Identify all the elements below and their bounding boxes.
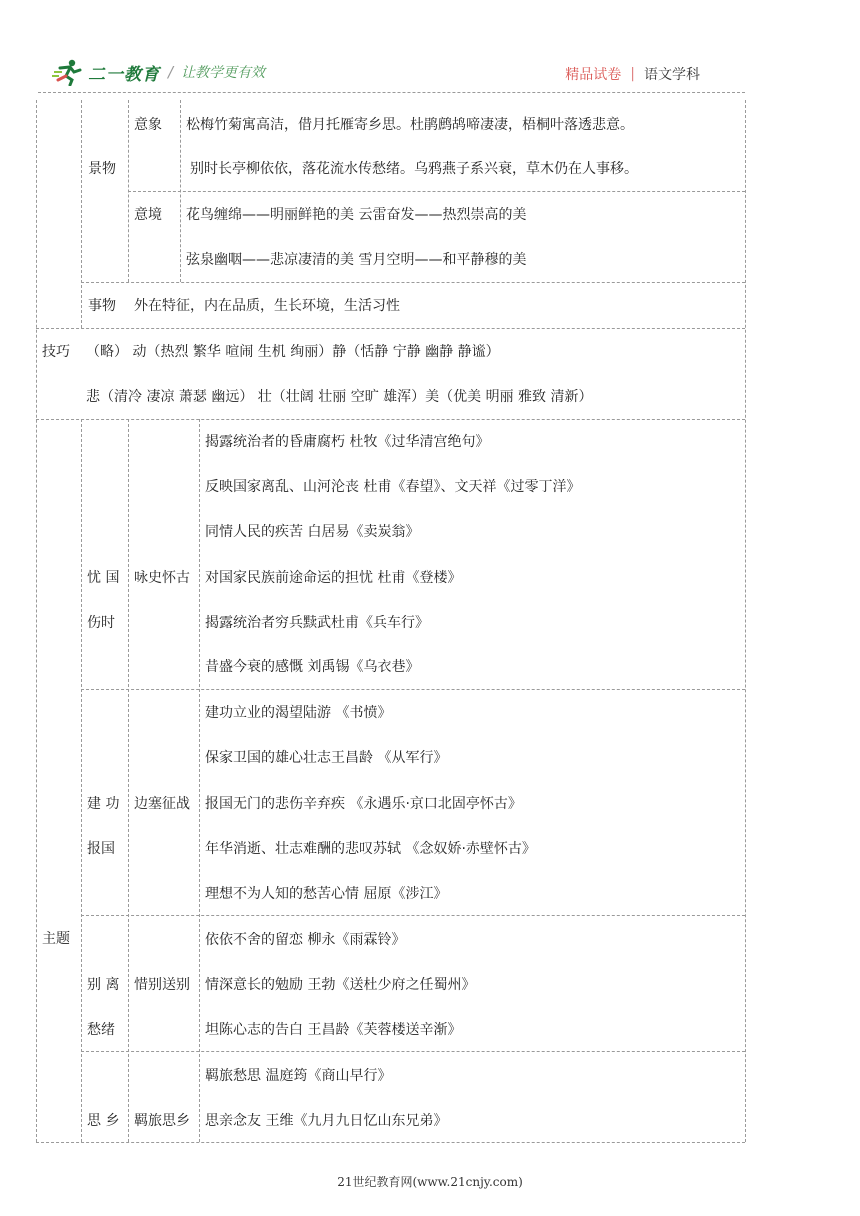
theme-bieli-label-2: 愁绪 xyxy=(87,1022,115,1038)
row-label-jiqiao: 技巧 xyxy=(42,344,70,360)
list-item: 对国家民族前途命运的担忧 杜甫《登楼》 xyxy=(205,570,462,586)
table-border-right xyxy=(745,100,746,1142)
logo xyxy=(52,58,265,86)
list-item: 坦陈心志的告白 王昌龄《芙蓉楼送辛渐》 xyxy=(205,1022,462,1038)
yijing-line-2: 弦泉幽咽——悲凉凄清的美 雪月空明——和平静穆的美 xyxy=(186,252,527,268)
list-item: 情深意长的勉励 王勃《送杜少府之任蜀州》 xyxy=(205,977,476,993)
list-item: 报国无门的悲伤辛弃疾 《永遇乐·京口北固亭怀古》 xyxy=(205,796,522,812)
jiqiao-line-2: 悲（清冷 凄凉 萧瑟 幽远） 壮（壮阔 壮丽 空旷 雄浑）美（优美 明丽 雅致 清新） xyxy=(86,389,593,405)
table-row-line xyxy=(81,1051,745,1052)
row-label-jingwu: 景物 xyxy=(88,161,116,177)
yijing-line-1: 花鸟缠绵——明丽鲜艳的美 云雷奋发——热烈崇高的美 xyxy=(186,207,527,223)
theme-jiangong-sub: 边塞征战 xyxy=(134,796,190,812)
table-row-line xyxy=(36,419,745,420)
theme-youguo-label-2: 伤时 xyxy=(87,615,115,631)
list-item: 揭露统治者穷兵黩武杜甫《兵车行》 xyxy=(205,615,429,631)
row-label-zhuti: 主题 xyxy=(42,931,70,947)
header-divider: / xyxy=(168,63,174,81)
brand-name: 二一教育 xyxy=(88,64,160,85)
table-col-line xyxy=(81,100,82,328)
table-row-line xyxy=(128,191,745,192)
table-border-left xyxy=(36,100,37,1142)
table-row-line xyxy=(36,328,745,329)
theme-jiangong-label-2: 报国 xyxy=(87,841,115,857)
list-item: 同情人民的疾苦 白居易《卖炭翁》 xyxy=(205,524,420,540)
table-col-line xyxy=(81,419,82,1142)
header-rule xyxy=(38,92,745,93)
brand-slogan: 让教学更有效 xyxy=(181,65,266,81)
row-label-shiwu: 事物 xyxy=(88,298,116,314)
header-label-subject: 语文学科 xyxy=(644,67,700,83)
runner-logo-icon xyxy=(52,58,86,86)
theme-youguo-sub: 咏史怀古 xyxy=(134,570,190,586)
table-col-line xyxy=(128,419,129,1142)
list-item: 昔盛今衰的感慨 刘禹锡《乌衣巷》 xyxy=(205,659,420,675)
theme-jiangong-label-1: 建 功 xyxy=(87,796,120,812)
yixiang-line-2: 别时长亭柳依依，落花流水传愁绪。乌鸦燕子系兴衰，草木仍在人事移。 xyxy=(190,161,638,177)
theme-sixiang-sub: 羁旅思乡 xyxy=(134,1113,190,1129)
page-footer: 21世纪教育网(www.21cnjy.com) xyxy=(337,1175,523,1189)
list-item: 揭露统治者的昏庸腐朽 杜牧《过华清宫绝句》 xyxy=(205,434,490,450)
header-label-paper: 精品试卷 xyxy=(565,67,622,83)
theme-youguo-label-1: 忧 国 xyxy=(87,570,120,586)
table-row-line xyxy=(81,282,745,283)
list-item: 羁旅愁思 温庭筠《商山早行》 xyxy=(205,1068,392,1084)
table-col-line xyxy=(199,419,200,1142)
sub-label-yixiang: 意象 xyxy=(134,117,162,133)
header-separator: | xyxy=(630,66,635,82)
list-item: 年华消逝、壮志难酬的悲叹苏轼 《念奴娇·赤壁怀古》 xyxy=(205,841,536,857)
jiqiao-line-1: （略） 动（热烈 繁华 喧闹 生机 绚丽）静（恬静 宁静 幽静 静谧） xyxy=(86,344,500,360)
shiwu-text: 外在特征，内在品质，生长环境，生活习性 xyxy=(134,298,400,314)
list-item: 建功立业的渴望陆游 《书愤》 xyxy=(205,705,392,721)
list-item: 思亲念友 王维《九月九日忆山东兄弟》 xyxy=(205,1113,448,1129)
theme-bieli-sub: 惜别送别 xyxy=(134,977,190,993)
table-border-bottom xyxy=(36,1142,745,1143)
header-subject xyxy=(565,64,700,84)
table-row-line xyxy=(81,915,745,916)
theme-bieli-label-1: 别 离 xyxy=(87,977,120,993)
list-item: 理想不为人知的愁苦心情 屈原《涉江》 xyxy=(205,886,448,902)
list-item: 反映国家离乱、山河沦丧 杜甫《春望》、文天祥《过零丁洋》 xyxy=(205,479,581,495)
list-item: 依依不舍的留恋 柳永《雨霖铃》 xyxy=(205,932,406,948)
yixiang-line-1: 松梅竹菊寓高洁，借月托雁寄乡思。杜鹃鹧鸪啼凄凄，梧桐叶落透悲意。 xyxy=(186,117,634,133)
sub-label-yijing: 意境 xyxy=(134,207,162,223)
list-item: 保家卫国的雄心壮志王昌龄 《从军行》 xyxy=(205,750,448,766)
theme-sixiang-label-1: 思 乡 xyxy=(87,1113,120,1129)
page-header xyxy=(0,0,860,100)
table-row-line xyxy=(81,689,745,690)
